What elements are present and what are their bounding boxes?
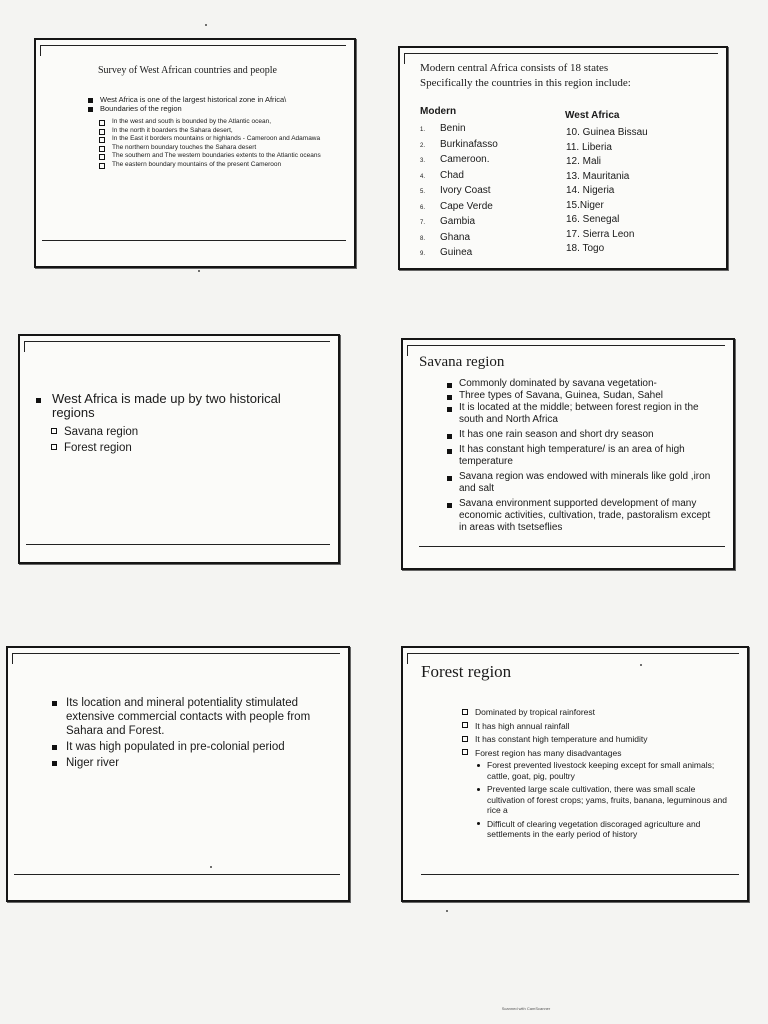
country-row — [420, 169, 498, 185]
country-number: 1. — [420, 127, 426, 133]
slide-savana-region — [401, 338, 735, 570]
list-item: Dominated by tropical rainforest — [461, 706, 733, 720]
country-name: Cape Verde — [440, 200, 493, 212]
list-item: Forest region — [50, 440, 300, 456]
list-item: It has constant high temperature and humidity — [461, 733, 733, 747]
list-item: Difficult of clearing vegetation discoraged agriculture and settlements in the early period of history — [475, 819, 731, 840]
column-header-modern: Modern — [420, 106, 457, 117]
bullet-list — [86, 95, 348, 113]
sub-list — [50, 424, 300, 456]
slide-title: Savana region — [419, 354, 505, 370]
country-number: 2. — [420, 142, 426, 149]
list-item: The northern boundary touches the Sahara desert — [98, 144, 328, 152]
list-item: West Africa is one of the largest historical zone in Africa\ — [86, 95, 348, 104]
bullet-list — [445, 378, 717, 534]
slide-savana-continued — [6, 646, 350, 902]
country-number: 7. — [420, 220, 426, 226]
list-item: In the East it borders mountains or highlands - Cameroon and Adamawa — [98, 135, 328, 143]
divider — [421, 874, 739, 875]
list-item: Savana region was endowed with minerals like gold ,iron and salt — [445, 471, 717, 495]
divider — [42, 240, 346, 241]
country-row — [420, 231, 498, 247]
slide-survey — [34, 38, 356, 268]
country-name: Cameroon. — [440, 154, 490, 165]
slide-countries — [398, 46, 728, 270]
list-item: Niger river — [50, 756, 334, 770]
country-row — [420, 215, 498, 231]
country-row: 17. Sierra Leon — [566, 228, 635, 240]
country-name: Ivory Coast — [440, 185, 491, 196]
list-item: It has one rain season and short dry season — [445, 429, 717, 441]
list-item: It is located at the middle; between forest region in the south and North Africa — [445, 402, 717, 426]
country-number: 8. — [420, 235, 426, 242]
country-row — [420, 138, 498, 154]
scanner-watermark: Scanned with CamScanner — [501, 1006, 551, 1011]
slide-heading-line-1: Modern central Africa consists of 18 states — [420, 62, 609, 74]
sub-list — [98, 118, 328, 168]
slide-title: Survey of West African countries and people — [98, 65, 277, 76]
country-name: Burkinafasso — [440, 138, 498, 150]
country-list-modern — [420, 122, 498, 262]
country-number: 5. — [420, 189, 426, 195]
country-row — [420, 200, 498, 216]
country-row — [420, 246, 498, 262]
divider — [26, 544, 330, 545]
divider — [419, 546, 725, 547]
scan-speck — [198, 270, 200, 272]
sub-list — [461, 706, 733, 760]
country-number: 6. — [420, 204, 426, 211]
slide-title: Forest region — [421, 662, 512, 681]
list-item: Forest prevented livestock keeping except for small animals; cattle, goat, pig, poultry — [475, 760, 731, 781]
list-item: Forest region has many disadvantages — [461, 747, 733, 761]
country-number: 3. — [420, 158, 426, 164]
divider — [14, 874, 340, 875]
list-item: Prevented large scale cultivation, there was small scale cultivation of forest crops; yams, fruits, banana, leguminous and rice a — [475, 784, 731, 816]
country-row: 11. Liberia — [566, 141, 612, 153]
slide-heading-line-2: Specifically the countries in this region include: — [420, 77, 631, 89]
slide-forest-region — [401, 646, 749, 902]
list-item: Three types of Savana, Guinea, Sudan, Sahel — [445, 390, 717, 402]
list-item: In the north it boarders the Sahara desert, — [98, 127, 328, 135]
scan-speck — [446, 910, 448, 912]
scan-speck — [640, 664, 642, 666]
country-row: 15.Niger — [566, 199, 604, 211]
country-name: Ghana — [440, 231, 471, 243]
column-header-west-africa: West Africa — [565, 110, 620, 121]
list-item: Commonly dominated by savana vegetation- — [445, 378, 717, 390]
list-item: Its location and mineral potentiality stimulated extensive commercial contacts with people from Sahara and Forest. — [50, 696, 334, 738]
list-item: Savana environment supported development of many economic activities, cultivation, trade, pastoralism except in areas with tsetseflies — [445, 498, 717, 534]
country-row: 14. Nigeria — [566, 185, 615, 196]
country-row: 16. Senegal — [566, 214, 620, 225]
list-item: It was high populated in pre-colonial period — [50, 740, 334, 754]
list-item: The eastern boundary mountains of the present Cameroon — [98, 161, 328, 169]
country-row — [420, 153, 498, 169]
country-row — [420, 122, 498, 138]
scan-speck — [210, 866, 212, 868]
country-list-west-africa — [566, 126, 648, 257]
country-row: 12. Mali — [566, 156, 602, 167]
list-item: It has high annual rainfall — [461, 720, 733, 734]
list-item: It has constant high temperature/ is an area of high temperature — [445, 444, 717, 468]
country-row: 18. Togo — [566, 243, 605, 254]
list-item: Boundaries of the region — [86, 104, 348, 113]
country-row: 13. Mauritania — [566, 170, 630, 182]
country-name: Chad — [440, 169, 464, 181]
scan-speck — [205, 24, 207, 26]
detail-list — [475, 760, 731, 840]
bullet-list — [50, 696, 334, 770]
list-item: In the west and south is bounded by the Atlantic ocean, — [98, 118, 328, 126]
bullet-list — [34, 392, 304, 420]
country-row: 10. Guinea Bissau — [566, 127, 648, 138]
country-name: Guinea — [440, 247, 473, 258]
list-item: West Africa is made up by two historical regions — [34, 392, 304, 420]
country-name: Benin — [440, 123, 466, 134]
country-name: Gambia — [440, 216, 476, 227]
country-row — [420, 184, 498, 200]
country-number: 4. — [420, 173, 426, 180]
list-item: Savana region — [50, 424, 300, 440]
country-number: 9. — [420, 251, 426, 257]
slide-two-regions — [18, 334, 340, 564]
list-item: The southern and The western boundaries extents to the Atlantic oceans — [98, 152, 328, 160]
